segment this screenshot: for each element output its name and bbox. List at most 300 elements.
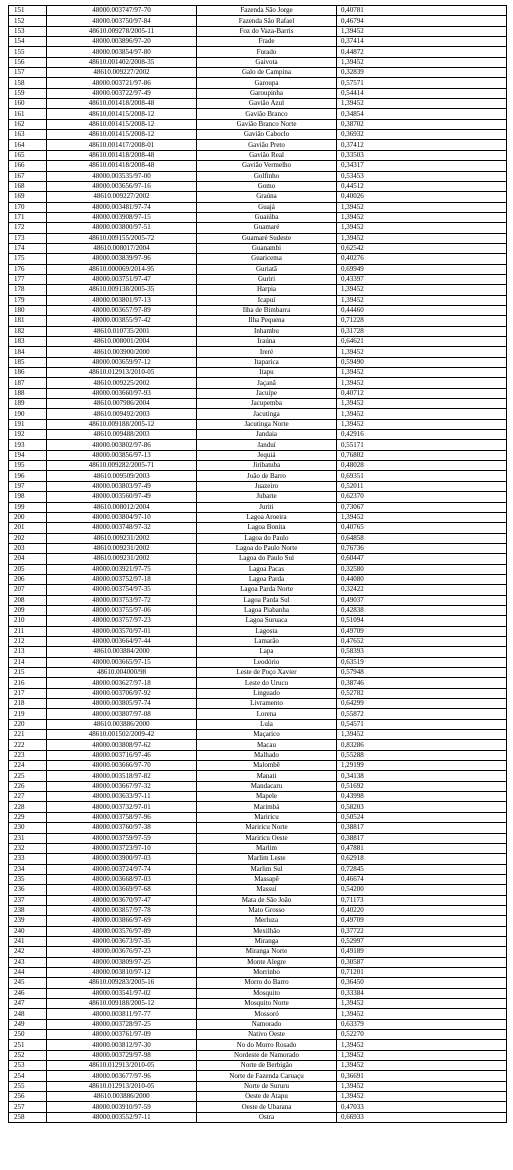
table-row: [9, 957, 507, 967]
field-name: Monte Alegre: [197, 957, 337, 967]
process-number: 48000.003753/97-72: [47, 595, 197, 605]
field-value: 0,52782: [337, 688, 507, 698]
row-number: 250: [9, 1030, 47, 1040]
table-row: [9, 771, 507, 781]
field-name: Guaricema: [197, 254, 337, 264]
field-value: 0,76736: [337, 543, 507, 553]
row-number: 229: [9, 812, 47, 822]
field-name: Golfinho: [197, 171, 337, 181]
field-value: 0,44872: [337, 47, 507, 57]
table-row: [9, 1030, 507, 1040]
field-name: Lagoa Parda Sul: [197, 595, 337, 605]
field-value: 0,63519: [337, 657, 507, 667]
field-name: Namorado: [197, 1019, 337, 1029]
row-number: 251: [9, 1040, 47, 1050]
table-row: [9, 740, 507, 750]
field-name: Mexilhão: [197, 926, 337, 936]
field-name: Norte de Sururu: [197, 1081, 337, 1091]
field-name: Jandaia: [197, 430, 337, 440]
row-number: 254: [9, 1071, 47, 1081]
table-row: [9, 730, 507, 740]
table-row: [9, 192, 507, 202]
process-number: 48000.003728/97-25: [47, 1019, 197, 1029]
process-number: 48610.008012/2004: [47, 502, 197, 512]
process-number: 48610.001415/2008-12: [47, 130, 197, 140]
field-value: 0,32580: [337, 564, 507, 574]
field-name: Lagoa Parda Norte: [197, 585, 337, 595]
field-name: Foz do Vaza-Barris: [197, 26, 337, 36]
field-value: 0,33384: [337, 988, 507, 998]
table-row: [9, 16, 507, 26]
table-row: [9, 833, 507, 843]
row-number: 157: [9, 68, 47, 78]
table-row: [9, 647, 507, 657]
field-value: 0,43397: [337, 274, 507, 284]
table-row: [9, 150, 507, 160]
field-name: Mandacaru: [197, 781, 337, 791]
process-number: 48000.003481/97-74: [47, 202, 197, 212]
field-name: Itapu: [197, 368, 337, 378]
field-value: 0,40220: [337, 905, 507, 915]
field-name: Mosquito: [197, 988, 337, 998]
field-value: 0,54414: [337, 88, 507, 98]
row-number: 258: [9, 1112, 47, 1122]
field-name: Massuí: [197, 885, 337, 895]
field-value: 1,39452: [337, 57, 507, 67]
field-name: Norte de Fazenda Caruaçu: [197, 1071, 337, 1081]
field-value: 0,69949: [337, 264, 507, 274]
field-name: Mossoró: [197, 1009, 337, 1019]
table-row: [9, 99, 507, 109]
process-number: 48000.003747/97-70: [47, 6, 197, 16]
row-number: 233: [9, 854, 47, 864]
table-row: [9, 999, 507, 1009]
process-number: 48610.009231/2002: [47, 554, 197, 564]
table-row: [9, 6, 507, 16]
process-number: 48610.007986/2004: [47, 399, 197, 409]
field-value: 0,36932: [337, 130, 507, 140]
process-number: 48610.001418/2008-48: [47, 150, 197, 160]
table-row: [9, 605, 507, 615]
field-name: Mariricu: [197, 812, 337, 822]
field-name: Lapa: [197, 647, 337, 657]
field-value: 0,49037: [337, 595, 507, 605]
field-value: 0,52011: [337, 481, 507, 491]
field-value: 1,39452: [337, 512, 507, 522]
table-row: [9, 47, 507, 57]
table-row: [9, 254, 507, 264]
field-name: Guamaré: [197, 223, 337, 233]
process-number: 48000.003908/97-15: [47, 212, 197, 222]
field-value: 0,64621: [337, 337, 507, 347]
field-value: 0,64299: [337, 699, 507, 709]
table-row: [9, 554, 507, 564]
fields-table: [8, 5, 507, 1123]
row-number: 211: [9, 626, 47, 636]
field-name: Lula: [197, 719, 337, 729]
field-value: 0,72845: [337, 864, 507, 874]
table-row: [9, 626, 507, 636]
field-name: Malombê: [197, 761, 337, 771]
process-number: 48000.003518/97-82: [47, 771, 197, 781]
field-value: 1,39452: [337, 99, 507, 109]
process-number: 48000.003656/97-16: [47, 181, 197, 191]
process-number: 48000.003900/97-03: [47, 854, 197, 864]
table-row: [9, 68, 507, 78]
field-name: Lagoa Piabanha: [197, 605, 337, 615]
table-row: [9, 285, 507, 295]
row-number: 171: [9, 212, 47, 222]
field-name: Lagoa Bonita: [197, 523, 337, 533]
field-name: Ilha de Bimbarra: [197, 305, 337, 315]
table-row: [9, 978, 507, 988]
field-name: Guriri: [197, 274, 337, 284]
field-value: 0,54571: [337, 719, 507, 729]
process-number: 48000.003665/97-15: [47, 657, 197, 667]
row-number: 231: [9, 833, 47, 843]
field-name: Mata de São João: [197, 895, 337, 905]
table-row: [9, 802, 507, 812]
field-name: Furado: [197, 47, 337, 57]
field-name: Inhambu: [197, 326, 337, 336]
field-value: 0,71173: [337, 895, 507, 905]
field-value: 0,55872: [337, 709, 507, 719]
row-number: 240: [9, 926, 47, 936]
process-number: 48000.003633/97-11: [47, 792, 197, 802]
table-row: [9, 337, 507, 347]
field-name: Gavião Real: [197, 150, 337, 160]
table-row: [9, 119, 507, 129]
field-name: Guanambi: [197, 243, 337, 253]
field-name: Ireré: [197, 347, 337, 357]
row-number: 217: [9, 688, 47, 698]
table-row: [9, 616, 507, 626]
process-number: 48000.003866/97-69: [47, 916, 197, 926]
row-number: 154: [9, 37, 47, 47]
table-row: [9, 512, 507, 522]
process-number: 48610.009231/2002: [47, 533, 197, 543]
table-row: [9, 967, 507, 977]
process-number: 48610.001418/2008-48: [47, 99, 197, 109]
row-number: 238: [9, 905, 47, 915]
field-name: Itaparica: [197, 357, 337, 367]
row-number: 220: [9, 719, 47, 729]
field-value: 0,55171: [337, 440, 507, 450]
row-number: 226: [9, 781, 47, 791]
process-number: 48000.003724/97-74: [47, 864, 197, 874]
field-name: Juriti: [197, 502, 337, 512]
table-row: [9, 1040, 507, 1050]
table-row: [9, 1071, 507, 1081]
field-value: 1,39452: [337, 26, 507, 36]
row-number: 168: [9, 181, 47, 191]
process-number: 48000.003751/97-47: [47, 274, 197, 284]
field-name: Jacutinga Norte: [197, 419, 337, 429]
field-name: Gavião Azul: [197, 99, 337, 109]
field-value: 0,63379: [337, 1019, 507, 1029]
row-number: 179: [9, 295, 47, 305]
field-value: 1,39452: [337, 409, 507, 419]
field-value: 0,34317: [337, 161, 507, 171]
process-number: 48610.009509/2003: [47, 471, 197, 481]
table-row: [9, 461, 507, 471]
field-name: Lamarão: [197, 636, 337, 646]
table-row: [9, 812, 507, 822]
row-number: 166: [9, 161, 47, 171]
row-number: 222: [9, 740, 47, 750]
field-name: Graúna: [197, 192, 337, 202]
field-value: 0,40026: [337, 192, 507, 202]
process-number: 48000.003664/97-44: [47, 636, 197, 646]
process-number: 48000.003732/97-01: [47, 802, 197, 812]
process-number: 48610.003900/2000: [47, 347, 197, 357]
field-value: 1,39452: [337, 285, 507, 295]
table-row: [9, 936, 507, 946]
process-number: 48000.003757/97-23: [47, 616, 197, 626]
row-number: 185: [9, 357, 47, 367]
row-number: 189: [9, 399, 47, 409]
table-row: [9, 492, 507, 502]
field-value: 0,60447: [337, 554, 507, 564]
field-name: Massapê: [197, 874, 337, 884]
field-name: Juazeiro: [197, 481, 337, 491]
row-number: 209: [9, 605, 47, 615]
process-number: 48610.009231/2002: [47, 543, 197, 553]
row-number: 153: [9, 26, 47, 36]
process-number: 48000.003810/97-12: [47, 967, 197, 977]
field-name: Lorena: [197, 709, 337, 719]
field-value: 0,44512: [337, 181, 507, 191]
field-value: 0,36450: [337, 978, 507, 988]
table-row: [9, 595, 507, 605]
row-number: 244: [9, 967, 47, 977]
field-name: Lagoa do Paulo: [197, 533, 337, 543]
field-name: Gomo: [197, 181, 337, 191]
row-number: 223: [9, 750, 47, 760]
process-number: 48000.003805/97-74: [47, 699, 197, 709]
field-value: 0,58393: [337, 647, 507, 657]
row-number: 212: [9, 636, 47, 646]
table-row: [9, 1092, 507, 1102]
field-name: Nordeste de Namorado: [197, 1050, 337, 1060]
process-number: 48610.009138/2005-35: [47, 285, 197, 295]
field-name: Lagoa Pacas: [197, 564, 337, 574]
process-number: 48610.009155/2005-72: [47, 233, 197, 243]
process-number: 48000.003716/97-46: [47, 750, 197, 760]
table-row: [9, 905, 507, 915]
row-number: 252: [9, 1050, 47, 1060]
table-row: [9, 688, 507, 698]
field-name: Harpia: [197, 285, 337, 295]
row-number: 256: [9, 1092, 47, 1102]
field-name: Mariricu Norte: [197, 823, 337, 833]
field-name: Norte de Berbigão: [197, 1061, 337, 1071]
field-name: Morro do Barro: [197, 978, 337, 988]
row-number: 200: [9, 512, 47, 522]
field-name: Marimbá: [197, 802, 337, 812]
process-number: 48610.009488/2003: [47, 430, 197, 440]
field-value: 1,39452: [337, 399, 507, 409]
process-number: 48000.003659/97-12: [47, 357, 197, 367]
table-row: [9, 109, 507, 119]
process-number: 48000.003761/97-09: [47, 1030, 197, 1040]
process-number: 48000.003759/97-59: [47, 833, 197, 843]
field-value: 0,46674: [337, 874, 507, 884]
row-number: 192: [9, 430, 47, 440]
process-number: 48000.003627/97-18: [47, 678, 197, 688]
field-name: Macau: [197, 740, 337, 750]
field-value: 0,47881: [337, 843, 507, 853]
process-number: 48000.003721/97-86: [47, 78, 197, 88]
process-number: 48610.004000/98: [47, 668, 197, 678]
table-row: [9, 305, 507, 315]
table-row: [9, 533, 507, 543]
process-number: 48610.009227/2002: [47, 68, 197, 78]
table-row: [9, 440, 507, 450]
table-row: [9, 357, 507, 367]
table-row: [9, 657, 507, 667]
process-number: 48610.009225/2002: [47, 378, 197, 388]
table-row: [9, 719, 507, 729]
process-number: 48610.008001/2004: [47, 337, 197, 347]
row-number: 193: [9, 440, 47, 450]
process-number: 48000.003896/97-20: [47, 37, 197, 47]
process-number: 48610.012913/2010-05: [47, 1081, 197, 1091]
field-name: Gavião Branco Norte: [197, 119, 337, 129]
row-number: 253: [9, 1061, 47, 1071]
field-value: 0,69351: [337, 471, 507, 481]
table-row: [9, 1061, 507, 1071]
process-number: 48610.003884/2000: [47, 647, 197, 657]
row-number: 181: [9, 316, 47, 326]
field-name: Ostra: [197, 1112, 337, 1122]
table-row: [9, 181, 507, 191]
process-number: 48610.001418/2008-48: [47, 161, 197, 171]
field-value: 0,40712: [337, 388, 507, 398]
table-row: [9, 699, 507, 709]
process-number: 48610.001502/2009-42: [47, 730, 197, 740]
table-row: [9, 326, 507, 336]
field-value: 1,39452: [337, 419, 507, 429]
row-number: 191: [9, 419, 47, 429]
process-number: 48000.003803/97-49: [47, 481, 197, 491]
table-row: [9, 750, 507, 760]
field-name: Leodório: [197, 657, 337, 667]
row-number: 167: [9, 171, 47, 181]
field-name: Marlim Leste: [197, 854, 337, 864]
table-row: [9, 574, 507, 584]
row-number: 245: [9, 978, 47, 988]
row-number: 159: [9, 88, 47, 98]
table-row: [9, 1009, 507, 1019]
process-number: 48000.003576/97-89: [47, 926, 197, 936]
row-number: 155: [9, 47, 47, 57]
field-value: 1,39452: [337, 999, 507, 1009]
process-number: 48610.012913/2010-05: [47, 368, 197, 378]
table-row: [9, 430, 507, 440]
field-value: 1,39452: [337, 1050, 507, 1060]
table-row: [9, 947, 507, 957]
table-row: [9, 709, 507, 719]
field-value: 0,48028: [337, 461, 507, 471]
field-name: Morrinho: [197, 967, 337, 977]
row-number: 213: [9, 647, 47, 657]
table-row: [9, 419, 507, 429]
process-number: 48000.003552/97-11: [47, 1112, 197, 1122]
field-value: 1,39452: [337, 1009, 507, 1019]
table-body: [9, 6, 507, 1123]
table-row: [9, 792, 507, 802]
row-number: 257: [9, 1102, 47, 1112]
row-number: 249: [9, 1019, 47, 1029]
field-name: Icapuí: [197, 295, 337, 305]
row-number: 161: [9, 109, 47, 119]
table-row: [9, 854, 507, 864]
table-row: [9, 926, 507, 936]
row-number: 241: [9, 936, 47, 946]
row-number: 201: [9, 523, 47, 533]
field-value: 0,38746: [337, 678, 507, 688]
table-row: [9, 171, 507, 181]
field-name: Lagoa Parda: [197, 574, 337, 584]
process-number: 48610.012913/2010-05: [47, 1061, 197, 1071]
process-number: 48000.003670/97-47: [47, 895, 197, 905]
field-value: 0,37722: [337, 926, 507, 936]
field-name: Jaçanã: [197, 378, 337, 388]
row-number: 158: [9, 78, 47, 88]
row-number: 234: [9, 864, 47, 874]
row-number: 206: [9, 574, 47, 584]
process-number: 48000.003755/97-06: [47, 605, 197, 615]
row-number: 242: [9, 947, 47, 957]
row-number: 184: [9, 347, 47, 357]
field-name: Manati: [197, 771, 337, 781]
row-number: 195: [9, 461, 47, 471]
field-value: 1,39452: [337, 295, 507, 305]
process-number: 48000.003668/97-03: [47, 874, 197, 884]
field-name: Nativo Oeste: [197, 1030, 337, 1040]
row-number: 176: [9, 264, 47, 274]
row-number: 228: [9, 802, 47, 812]
field-name: Leste de Poço Xavier: [197, 668, 337, 678]
table-row: [9, 88, 507, 98]
field-value: 0,49709: [337, 916, 507, 926]
process-number: 48610.008017/2004: [47, 243, 197, 253]
table-row: [9, 212, 507, 222]
table-row: [9, 1081, 507, 1091]
table-row: [9, 295, 507, 305]
process-number: 48000.003752/97-18: [47, 574, 197, 584]
row-number: 165: [9, 150, 47, 160]
table-row: [9, 668, 507, 678]
field-name: Oeste de Ubarana: [197, 1102, 337, 1112]
process-number: 48000.003673/97-35: [47, 936, 197, 946]
table-row: [9, 368, 507, 378]
field-name: No do Morro Rosado: [197, 1040, 337, 1050]
process-number: 48000.003667/97-32: [47, 781, 197, 791]
field-name: Guriatã: [197, 264, 337, 274]
process-number: 48000.003657/97-89: [47, 305, 197, 315]
process-number: 48000.003723/97-10: [47, 843, 197, 853]
row-number: 215: [9, 668, 47, 678]
field-name: João de Barro: [197, 471, 337, 481]
table-row: [9, 347, 507, 357]
process-number: 48000.003800/97-51: [47, 223, 197, 233]
table-row: [9, 543, 507, 553]
row-number: 187: [9, 378, 47, 388]
field-name: Mariricu Oeste: [197, 833, 337, 843]
field-value: 0,83286: [337, 740, 507, 750]
